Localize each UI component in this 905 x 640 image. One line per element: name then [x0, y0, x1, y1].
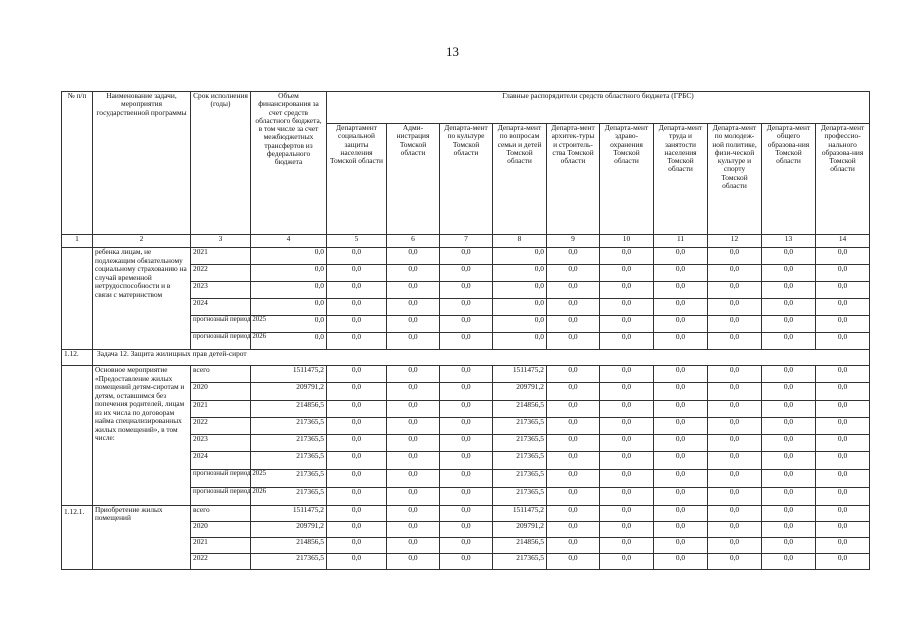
row-value: 0,0	[387, 248, 440, 265]
row-value: 0,0	[762, 333, 816, 350]
row-term: 2020	[191, 383, 251, 400]
row-value: 0,0	[327, 521, 387, 537]
column-number: 13	[762, 235, 816, 248]
row-value: 217365,5	[493, 553, 547, 569]
table-row	[62, 366, 870, 383]
page-number: 13	[446, 44, 459, 59]
row-value: 0,0	[387, 521, 440, 537]
row-value: 209791,2	[251, 521, 327, 537]
row-value: 0,0	[708, 521, 762, 537]
row-term: 2024	[191, 452, 251, 469]
row-value: 0,0	[327, 282, 387, 299]
column-number: 10	[600, 235, 654, 248]
row-value: 0,0	[600, 537, 654, 553]
row-term: 2021	[191, 537, 251, 553]
row-value: 0,0	[440, 505, 493, 521]
row-term: 2023	[191, 282, 251, 299]
header-row-numbers	[62, 235, 870, 248]
row-value: 0,0	[547, 469, 600, 487]
column-number: 4	[251, 235, 327, 248]
column-number: 5	[327, 235, 387, 248]
header-grbs-10: Департа-мент профессио-нального образова-ния Томской области	[816, 124, 870, 235]
row-value: 0,0	[816, 435, 870, 452]
row-value: 0,0	[387, 333, 440, 350]
row-value: 0,0	[440, 487, 493, 505]
row-value: 0,0	[654, 366, 708, 383]
row-value: 0,0	[547, 333, 600, 350]
row-value: 0,0	[251, 316, 327, 333]
row-value: 0,0	[547, 537, 600, 553]
row-value: 209791,2	[493, 521, 547, 537]
row-number	[62, 248, 93, 350]
row-number	[62, 366, 93, 506]
row-value: 0,0	[440, 316, 493, 333]
row-value: 0,0	[440, 366, 493, 383]
row-value: 0,0	[327, 400, 387, 417]
row-value: 0,0	[547, 487, 600, 505]
header-grbs-2: Адми-нистрация Томской области	[387, 124, 440, 235]
row-value: 0,0	[762, 248, 816, 265]
row-value: 0,0	[547, 299, 600, 316]
row-value: 217365,5	[251, 487, 327, 505]
row-value: 0,0	[387, 505, 440, 521]
row-value: 0,0	[547, 265, 600, 282]
row-value: 0,0	[654, 333, 708, 350]
header-grbs-group: Главные распорядители средств областного бюджета (ГРБС)	[327, 92, 870, 124]
row-value: 0,0	[600, 299, 654, 316]
row-value: 217365,5	[493, 487, 547, 505]
row-value: 0,0	[387, 282, 440, 299]
row-value: 0,0	[440, 521, 493, 537]
row-term: прогнозный период 2026	[191, 333, 251, 350]
row-value: 217365,5	[251, 469, 327, 487]
row-value: 0,0	[816, 553, 870, 569]
table-row	[62, 505, 870, 521]
row-value: 0,0	[654, 248, 708, 265]
row-value: 0,0	[387, 452, 440, 469]
row-value: 0,0	[440, 248, 493, 265]
row-value: 0,0	[387, 487, 440, 505]
row-value: 0,0	[654, 537, 708, 553]
row-value: 217365,5	[493, 452, 547, 469]
row-value: 0,0	[600, 333, 654, 350]
row-value: 0,0	[547, 435, 600, 452]
row-value: 0,0	[708, 265, 762, 282]
row-value: 0,0	[762, 505, 816, 521]
row-value: 0,0	[600, 505, 654, 521]
row-value: 0,0	[708, 400, 762, 417]
row-name: Основное мероприятие «Предоставление жилых помещений детям-сиротам и детям, оставшимся без попечения родителей, лицам из их числа по договорам найма специализированных жилых помещений», в том числе:	[93, 366, 191, 506]
table-body	[62, 92, 870, 570]
row-term: всего	[191, 366, 251, 383]
row-value: 214856,5	[493, 400, 547, 417]
row-value: 0,0	[762, 537, 816, 553]
row-value: 0,0	[440, 469, 493, 487]
row-value: 0,0	[440, 299, 493, 316]
row-value: 0,0	[762, 435, 816, 452]
row-value: 0,0	[816, 537, 870, 553]
header-grbs-9: Департа-мент общего образова-ния Томской области	[762, 124, 816, 235]
row-value: 0,0	[600, 366, 654, 383]
row-value: 0,0	[493, 265, 547, 282]
row-value: 0,0	[816, 400, 870, 417]
row-value: 0,0	[547, 366, 600, 383]
row-value: 0,0	[708, 469, 762, 487]
row-value: 0,0	[762, 487, 816, 505]
row-value: 0,0	[440, 265, 493, 282]
row-value: 0,0	[708, 435, 762, 452]
row-value: 214856,5	[493, 537, 547, 553]
header-volume: Объем финансирования за счет средств областного бюджета, в том числе за счет межбюджетных трансфертов из федерального бюджета	[251, 92, 327, 235]
row-value: 1511475,2	[251, 366, 327, 383]
row-value: 214856,5	[251, 537, 327, 553]
row-value: 0,0	[547, 417, 600, 434]
row-value: 0,0	[708, 333, 762, 350]
row-value: 0,0	[387, 435, 440, 452]
row-value: 0,0	[708, 248, 762, 265]
row-value: 217365,5	[251, 553, 327, 569]
task-row	[62, 350, 870, 366]
row-value: 0,0	[327, 417, 387, 434]
row-value: 0,0	[600, 400, 654, 417]
row-value: 0,0	[708, 537, 762, 553]
row-value: 0,0	[762, 282, 816, 299]
row-value: 0,0	[762, 383, 816, 400]
column-number: 12	[708, 235, 762, 248]
row-value: 0,0	[547, 505, 600, 521]
row-value: 0,0	[762, 400, 816, 417]
column-number: 9	[547, 235, 600, 248]
row-value: 0,0	[816, 248, 870, 265]
row-value: 0,0	[440, 452, 493, 469]
row-value: 0,0	[387, 537, 440, 553]
table-row	[62, 248, 870, 265]
row-value: 0,0	[547, 400, 600, 417]
row-value: 0,0	[654, 316, 708, 333]
row-value: 0,0	[600, 248, 654, 265]
row-value: 0,0	[654, 487, 708, 505]
row-value: 0,0	[327, 366, 387, 383]
row-value: 0,0	[654, 452, 708, 469]
row-value: 217365,5	[251, 452, 327, 469]
row-value: 0,0	[816, 299, 870, 316]
row-value: 0,0	[654, 505, 708, 521]
row-value: 0,0	[440, 333, 493, 350]
row-value: 0,0	[547, 316, 600, 333]
row-value: 0,0	[327, 383, 387, 400]
row-term: прогнозный период 2026	[191, 487, 251, 505]
column-number: 8	[493, 235, 547, 248]
header-name: Наименование задачи, мероприятия государственной программы	[93, 92, 191, 235]
row-value: 0,0	[493, 299, 547, 316]
row-term: 2022	[191, 553, 251, 569]
row-value: 0,0	[547, 248, 600, 265]
row-value: 0,0	[708, 505, 762, 521]
row-term: 2021	[191, 248, 251, 265]
row-value: 0,0	[816, 333, 870, 350]
row-value: 209791,2	[493, 383, 547, 400]
row-value: 1511475,2	[493, 366, 547, 383]
row-value: 0,0	[387, 299, 440, 316]
row-value: 0,0	[654, 553, 708, 569]
row-value: 214856,5	[251, 400, 327, 417]
row-value: 0,0	[816, 417, 870, 434]
row-value: 0,0	[762, 469, 816, 487]
row-value: 0,0	[600, 521, 654, 537]
row-value: 0,0	[600, 469, 654, 487]
row-value: 0,0	[762, 299, 816, 316]
row-value: 0,0	[547, 553, 600, 569]
task-number: 1.12.	[62, 350, 93, 366]
header-grbs-7: Департа-мент труда и занятости населения Томской области	[654, 124, 708, 235]
row-value: 217365,5	[493, 435, 547, 452]
row-value: 217365,5	[251, 435, 327, 452]
row-value: 0,0	[440, 537, 493, 553]
row-value: 0,0	[654, 521, 708, 537]
header-grbs-4: Департа-мент по вопросам семьи и детей Томской области	[493, 124, 547, 235]
row-term: 2023	[191, 435, 251, 452]
row-value: 0,0	[600, 383, 654, 400]
row-value: 0,0	[708, 553, 762, 569]
row-value: 0,0	[327, 316, 387, 333]
column-number: 6	[387, 235, 440, 248]
row-value: 0,0	[547, 452, 600, 469]
row-value: 0,0	[327, 435, 387, 452]
column-number: 14	[816, 235, 870, 248]
header-grbs-5: Департа-мент архитек-туры и строитель-ства Томской области	[547, 124, 600, 235]
header-grbs-8: Департа-мент по молодеж-ной политике, физи-ческой культуре и спорту Томской области	[708, 124, 762, 235]
row-value: 0,0	[816, 521, 870, 537]
row-value: 0,0	[762, 417, 816, 434]
row-value: 0,0	[816, 383, 870, 400]
row-term: 2024	[191, 299, 251, 316]
row-value: 0,0	[762, 316, 816, 333]
row-value: 0,0	[327, 265, 387, 282]
row-value: 0,0	[327, 487, 387, 505]
column-number: 2	[93, 235, 191, 248]
column-number: 11	[654, 235, 708, 248]
row-value: 0,0	[387, 366, 440, 383]
row-term: прогнозный период 2025	[191, 469, 251, 487]
row-value: 0,0	[387, 553, 440, 569]
row-value: 0,0	[816, 469, 870, 487]
row-value: 0,0	[387, 469, 440, 487]
row-value: 0,0	[762, 366, 816, 383]
row-value: 0,0	[251, 282, 327, 299]
row-value: 0,0	[600, 417, 654, 434]
row-value: 0,0	[600, 435, 654, 452]
column-number: 3	[191, 235, 251, 248]
row-value: 217365,5	[493, 469, 547, 487]
row-value: 0,0	[816, 282, 870, 299]
row-value: 0,0	[654, 299, 708, 316]
header-term: Срок исполнения (годы)	[191, 92, 251, 235]
row-value: 1511475,2	[493, 505, 547, 521]
row-value: 0,0	[327, 299, 387, 316]
row-value: 0,0	[654, 417, 708, 434]
row-value: 0,0	[440, 400, 493, 417]
row-value: 0,0	[600, 487, 654, 505]
row-value: 0,0	[547, 383, 600, 400]
row-value: 0,0	[762, 553, 816, 569]
row-term: всего	[191, 505, 251, 521]
row-value: 0,0	[816, 316, 870, 333]
row-value: 209791,2	[251, 383, 327, 400]
row-value: 0,0	[327, 248, 387, 265]
row-value: 0,0	[387, 400, 440, 417]
row-value: 0,0	[708, 366, 762, 383]
header-no: № п/п	[62, 92, 93, 235]
header-grbs-1: Департамент социальной защиты населения Томской области	[327, 124, 387, 235]
header-row-top	[62, 92, 870, 124]
column-number: 1	[62, 235, 93, 248]
row-value: 0,0	[387, 417, 440, 434]
row-value: 1511475,2	[251, 505, 327, 521]
row-value: 0,0	[440, 417, 493, 434]
row-term: 2022	[191, 417, 251, 434]
row-term: 2020	[191, 521, 251, 537]
row-value: 0,0	[600, 316, 654, 333]
row-value: 0,0	[440, 435, 493, 452]
row-name: ребенка лицам, не подлежащим обязательному социальному страхованию на случай временной нетрудоспособности и в связи с материнством	[93, 248, 191, 350]
row-value: 0,0	[654, 383, 708, 400]
row-value: 0,0	[654, 282, 708, 299]
row-value: 0,0	[251, 299, 327, 316]
row-value: 0,0	[493, 282, 547, 299]
row-value: 217365,5	[493, 417, 547, 434]
row-value: 0,0	[816, 452, 870, 469]
row-value: 0,0	[654, 400, 708, 417]
row-value: 0,0	[327, 537, 387, 553]
row-value: 0,0	[327, 333, 387, 350]
row-value: 0,0	[327, 452, 387, 469]
row-value: 0,0	[387, 316, 440, 333]
row-value: 0,0	[654, 435, 708, 452]
task-title: Задача 12. Защита жилищных прав детей-сирот	[93, 350, 870, 366]
row-value: 0,0	[251, 333, 327, 350]
row-value: 0,0	[600, 452, 654, 469]
row-value: 0,0	[762, 521, 816, 537]
row-value: 0,0	[440, 282, 493, 299]
row-value: 0,0	[708, 383, 762, 400]
row-value: 0,0	[762, 452, 816, 469]
row-value: 0,0	[440, 383, 493, 400]
row-value: 0,0	[816, 366, 870, 383]
row-value: 0,0	[251, 248, 327, 265]
row-value: 217365,5	[251, 417, 327, 434]
row-value: 0,0	[600, 553, 654, 569]
row-value: 0,0	[547, 282, 600, 299]
row-value: 0,0	[600, 282, 654, 299]
row-term: 2021	[191, 400, 251, 417]
column-number: 7	[440, 235, 493, 248]
row-value: 0,0	[387, 383, 440, 400]
row-term: прогнозный период 2025	[191, 316, 251, 333]
row-value: 0,0	[493, 316, 547, 333]
row-value: 0,0	[816, 265, 870, 282]
row-value: 0,0	[654, 469, 708, 487]
row-value: 0,0	[708, 417, 762, 434]
row-value: 0,0	[708, 316, 762, 333]
row-value: 0,0	[816, 505, 870, 521]
row-value: 0,0	[600, 265, 654, 282]
row-value: 0,0	[816, 487, 870, 505]
row-value: 0,0	[327, 505, 387, 521]
row-value: 0,0	[493, 248, 547, 265]
row-value: 0,0	[251, 265, 327, 282]
row-value: 0,0	[493, 333, 547, 350]
row-name: Приобретение жилых помещений	[93, 505, 191, 569]
row-value: 0,0	[547, 521, 600, 537]
row-value: 0,0	[708, 487, 762, 505]
row-value: 0,0	[440, 553, 493, 569]
row-value: 0,0	[708, 282, 762, 299]
row-value: 0,0	[708, 299, 762, 316]
row-number: 1.12.1.	[62, 505, 93, 569]
header-grbs-6: Департа-мент здраво-охранения Томской области	[600, 124, 654, 235]
row-value: 0,0	[327, 469, 387, 487]
row-value: 0,0	[654, 265, 708, 282]
row-value: 0,0	[762, 265, 816, 282]
row-value: 0,0	[327, 553, 387, 569]
row-value: 0,0	[387, 265, 440, 282]
header-grbs-3: Департа-мент по культуре Томской области	[440, 124, 493, 235]
row-term: 2022	[191, 265, 251, 282]
row-value: 0,0	[708, 452, 762, 469]
budget-table	[61, 91, 870, 570]
